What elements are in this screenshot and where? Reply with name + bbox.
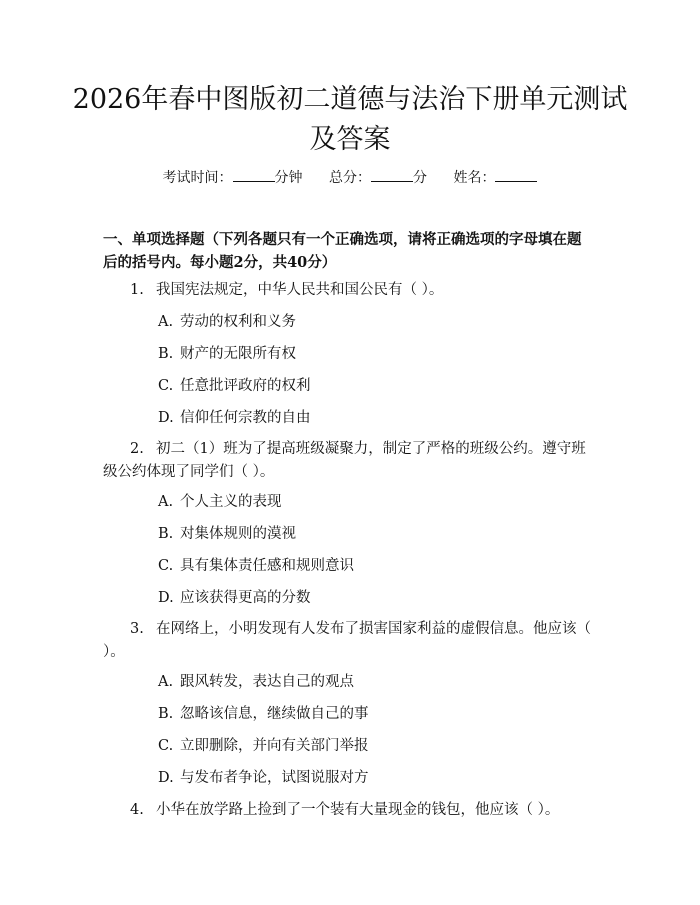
question-number: 2. [130,441,144,457]
section-heading: 一、单项选择题（下列各题只有一个正确选项，请将正确选项的字母填在题后的括号内。每小题2分，共40分） [103,231,582,271]
question-2 [103,438,593,484]
q1-option-b: B. 财产的无限所有权 [158,346,296,362]
time-blank [233,168,275,182]
q1-option-d: D. 信仰任何宗教的自由 [158,410,311,426]
exam-meta [0,168,700,188]
q3-option-a: A. 跟风转发，表达自己的观点 [158,674,354,690]
q1-option-a: A. 劳动的权利和义务 [158,314,296,330]
name-label: 姓名： [453,170,496,186]
time-unit: 分钟 [274,170,303,186]
q3-option-c: C. 立即删除，并向有关部门举报 [158,738,369,754]
question-text: 小华在放学路上捡到了一个装有大量现金的钱包，他应该（ ）。 [156,802,560,818]
q2-option-d: D. 应该获得更高的分数 [158,590,311,606]
question-text: 在网络上，小明发现有人发布了损害国家利益的虚假信息。他应该（ ）。 [103,621,591,660]
question-text: 初二（1）班为了提高班级凝聚力，制定了严格的班级公约。遵守班级公约体现了同学们（ ）。 [103,441,586,480]
question-1 [103,279,593,302]
question-number: 3. [130,621,144,637]
q2-option-c: C. 具有集体责任感和规则意识 [158,558,354,574]
question-text: 我国宪法规定，中华人民共和国公民有（ ）。 [156,282,444,298]
q3-option-d: D. 与发布者争论，试图说服对方 [158,770,369,786]
q2-option-a: A. 个人主义的表现 [158,494,282,510]
question-4 [103,799,593,822]
q3-option-b: B. 忽略该信息，继续做自己的事 [158,706,369,722]
score-unit: 分 [413,170,427,186]
time-label: 考试时间： [162,170,233,186]
question-number: 4. [130,802,144,818]
name-blank [495,168,537,182]
score-label: 总分： [329,170,371,186]
q1-option-c: C. 任意批评政府的权利 [158,378,311,394]
question-3 [103,618,593,664]
score-blank [371,168,413,182]
document-title: 2026年春中图版初二道德与法治下册单元测试及答案 [72,84,628,155]
question-number: 1. [130,282,144,298]
q2-option-b: B. 对集体规则的漠视 [158,526,296,542]
